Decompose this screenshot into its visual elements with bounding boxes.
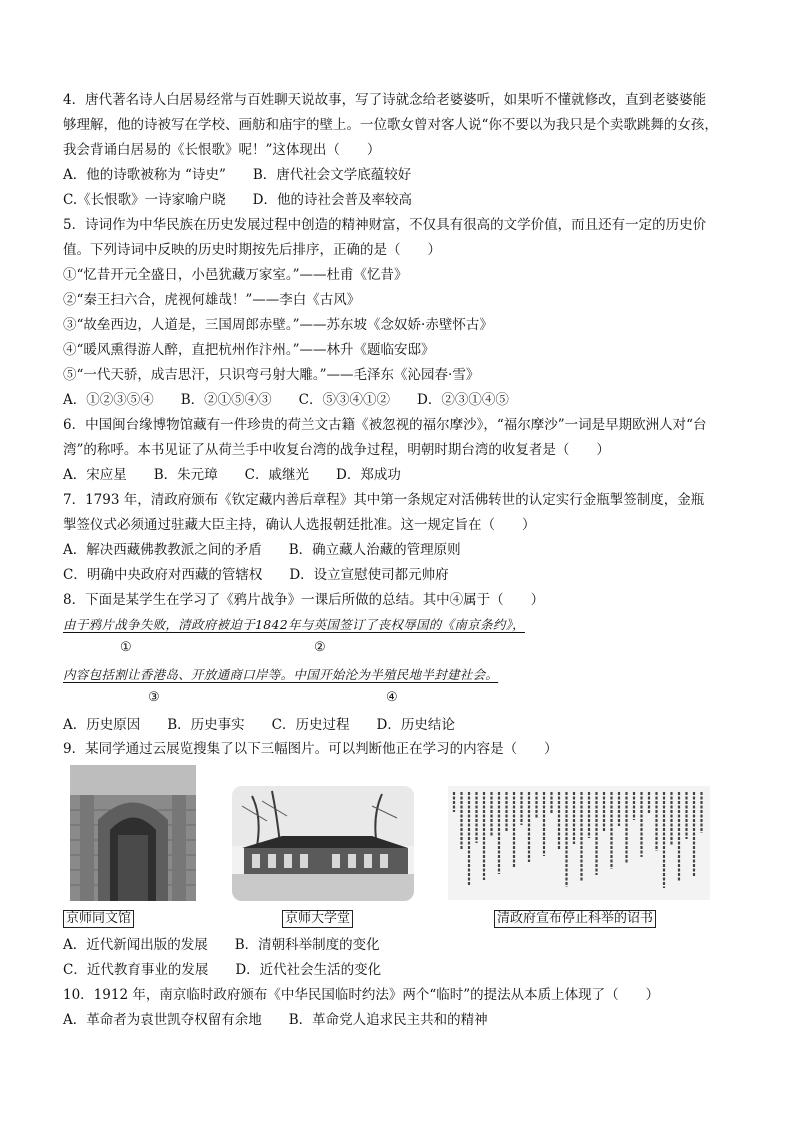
q7-stem-line-1: 7．1793 年，清政府颁布《钦定藏内善后章程》其中第一条规定对活佛转世的认定实行金瓶掣签制度，金瓶: [63, 492, 705, 508]
tongwenguan-photo: [70, 765, 196, 901]
q5-item-3: ③“故垒西边，人道是，三国周郎赤壁。”——苏东坡《念奴娇·赤壁怀古》: [63, 317, 493, 333]
q10-options: A．革命者为袁世凯夺权留有余地 B．革命党人追求民主共和的精神: [63, 1012, 488, 1028]
caption-edict: 清政府宣布停止科举的诏书: [494, 910, 656, 928]
q6-options: A．宋应星 B．朱元璋 C．戚继光 D．郑成功: [63, 467, 401, 483]
caption-daxuetang: 京师大学堂: [282, 910, 353, 928]
q8-handwritten-line-1: 由于鸦片战争失败，清政府被迫于1842年与英国签订了丧权辱国的《南京条约》，: [63, 617, 525, 632]
q9-options-ab: A．近代新闻出版的发展 B．清朝科举制度的变化: [63, 937, 380, 953]
q6-stem-line-1: 6．中国闽台缘博物馆藏有一件珍贵的荷兰文古籍《被忽视的福尔摩沙》，“福尔摩沙”一词是早期欧洲人对“台: [63, 417, 707, 433]
q4-stem-line-1: 4．唐代著名诗人白居易经常与百姓聊天说故事，写了诗就念给老婆婆听，如果听不懂就修改，直到老婆婆能: [63, 92, 707, 108]
q5-item-4: ④“暖风熏得游人醉，直把杭州作汴州。”——林升《题临安邸》: [63, 342, 435, 358]
q4-stem-line-3: 我会背诵白居易的《长恨歌》呢！”这体现出（ ）: [63, 142, 381, 158]
caption-tongwenguan: 京师同文馆: [63, 910, 134, 928]
q6-stem-line-2: 湾”的称呼。本书见证了从荷兰手中收复台湾的战争过程，明朝时期台湾的收复者是（ ）: [63, 442, 610, 458]
q9-options-cd: C．近代教育事业的发展 D．近代社会生活的变化: [63, 962, 382, 978]
q5-stem-line-2: 值。下列诗词中反映的历史时期按先后排序，正确的是（ ）: [63, 242, 441, 258]
q10-stem: 10．1912 年，南京临时政府颁布《中华民国临时约法》两个“临时”的提法从本质上体现了（ ）: [63, 987, 660, 1003]
q9-stem: 9．某同学通过云展览搜集了以下三幅图片。可以判断他正在学习的内容是（ ）: [63, 741, 558, 757]
q8-marker-1: ①: [120, 640, 132, 655]
q8-marker-4: ④: [386, 690, 398, 705]
q8-options: A．历史原因 B．历史事实 C．历史过程 D．历史结论: [63, 717, 455, 733]
q7-stem-line-2: 掣签仪式必须通过驻藏大臣主持，确认人选报朝廷批准。这一规定旨在（ ）: [63, 517, 536, 533]
q5-stem-line-1: 5．诗词作为中华民族在历史发展过程中创造的精神财富，不仅具有很高的文学价值，而且还有一定的历史价: [63, 217, 707, 233]
q5-options: A．①②③⑤④ B．②①⑤④③ C．⑤③④①② D．②③①④⑤: [63, 392, 509, 408]
daxuetang-photo: [232, 786, 414, 901]
edict-photo: [448, 786, 710, 900]
q8-marker-2: ②: [314, 640, 326, 655]
q5-item-2: ②“秦王扫六合，虎视何雄哉！”——李白《古风》: [63, 292, 361, 308]
q7-options-cd: C．明确中央政府对西藏的管辖权 D．设立宣慰使司都元帅府: [63, 567, 449, 583]
q7-options-ab: A．解决西藏佛教教派之间的矛盾 B．确立藏人治藏的管理原则: [63, 542, 461, 558]
q4-options-cd: C.《长恨歌》一诗家喻户晓 D．他的诗社会普及率较高: [63, 192, 412, 208]
q4-stem-line-2: 够理解，他的诗被写在学校、画舫和庙宇的壁上。一位歌女曾对客人说“你不要以为我只是个卖歌跳舞的女孩，: [63, 117, 718, 133]
q4-options-ab: A．他的诗歌被称为 “诗史” B．唐代社会文学底蕴较好: [63, 167, 412, 183]
q8-stem: 8．下面是某学生在学习了《鸦片战争》一课后所做的总结。其中④属于（ ）: [63, 592, 545, 608]
q5-item-5: ⑤“一代天骄，成吉思汗，只识弯弓射大雕。”——毛泽东《沁园春·雪》: [63, 367, 480, 383]
q5-item-1: ①“忆昔开元全盛日，小邑犹藏万家室。”——杜甫《忆昔》: [63, 267, 408, 283]
q8-marker-3: ③: [148, 690, 160, 705]
q8-handwritten-line-2: 内容包括割让香港岛、开放通商口岸等。中国开始沦为半殖民地半封建社会。: [63, 667, 499, 682]
